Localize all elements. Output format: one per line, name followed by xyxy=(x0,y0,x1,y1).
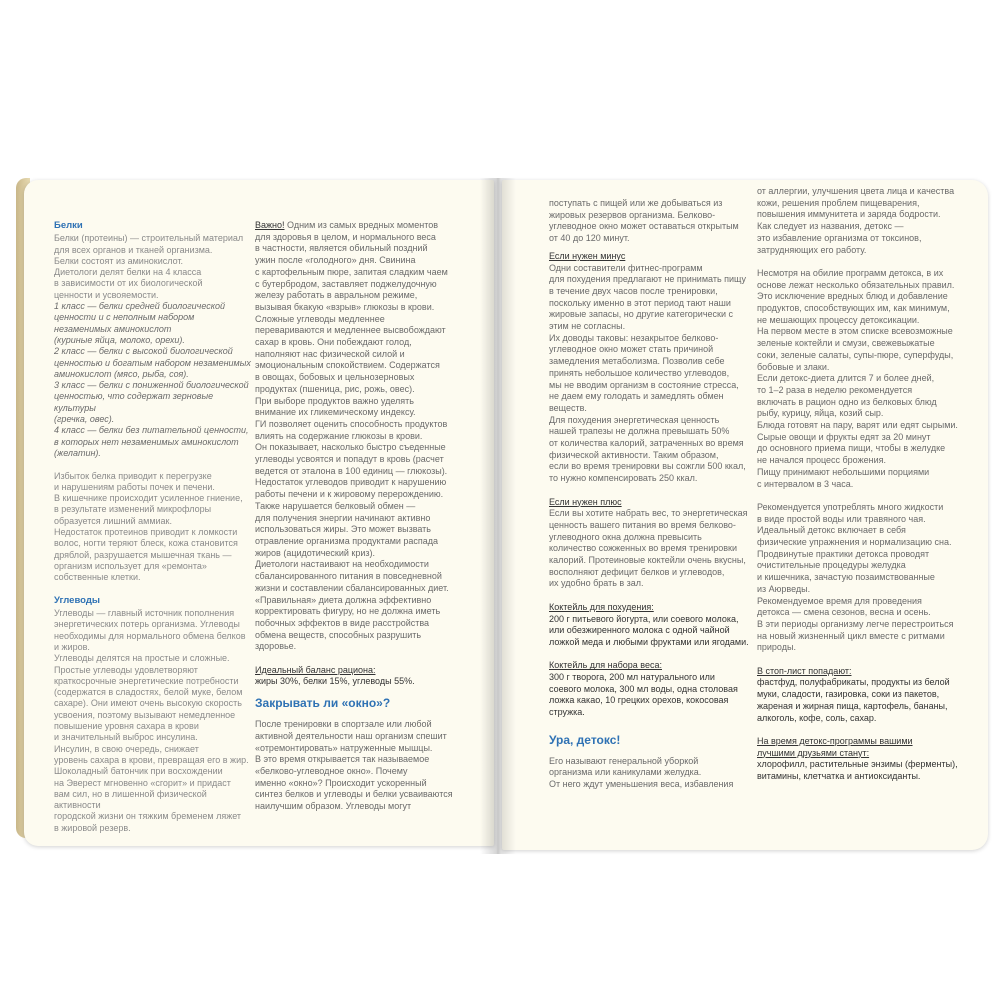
text-line: организм использует для «ремонта» xyxy=(54,560,207,571)
text-line: не даем ему голодать и замедлять обмен xyxy=(549,391,724,402)
text-line: на Эверест мгновенно «сгорит» и придаст xyxy=(54,777,231,788)
text-line: и нарушениям работы почек и печени. xyxy=(54,481,215,492)
text-line: энергетических потерь организма. Углеводы xyxy=(54,619,240,630)
text-line: до основного приема пищи, чтобы в желудке xyxy=(757,443,946,454)
text-line: Шоколадный батончик при восхождении xyxy=(54,766,223,777)
text-line: поскольку именно в этот период тают наши xyxy=(549,297,731,308)
right-column-1 xyxy=(549,198,749,791)
text-line: отравление организма продуктами распада xyxy=(255,535,439,546)
text-line: В кишечнике происходит усиленное гниение, xyxy=(54,493,243,504)
detox-liquid-paragraph xyxy=(757,502,967,654)
stoplist-paragraph xyxy=(757,677,967,724)
text-line: При выборе продуктов важно уделять xyxy=(255,395,414,406)
text-line: На первом месте в этом списке всевозможные xyxy=(757,326,953,337)
text-line: Если вы хотите набрать вес, то энергетическая xyxy=(549,508,748,519)
text-line: Диетологи настаивают на необходимости xyxy=(255,559,429,570)
text-line: кожи, решения проблем пищеварения, xyxy=(757,197,920,208)
text-line: работы печени и к жировому перерождению. xyxy=(255,489,444,500)
text-line: ценностью, что содержат зерновые культуры xyxy=(54,391,214,413)
text-line: сахар в кровь. Они побеждают голод, xyxy=(255,337,412,348)
text-line: для всех органов и тканей организма. xyxy=(54,244,213,255)
text-line: (содержатся в сладостях, белой муке, белом xyxy=(54,687,243,698)
text-line: ценности и с неполным набором xyxy=(54,312,195,323)
text-line: от 40 до 120 минут. xyxy=(549,233,630,244)
text-line: алкоголь, кофе, соль, сахар. xyxy=(757,712,877,723)
detox-rules-paragraph xyxy=(757,268,967,490)
heading-detox: Ура, детокс! xyxy=(549,732,621,747)
text-line: Сложные углеводы медленнее xyxy=(255,313,385,324)
text-line: Как следует из названия, детокс — xyxy=(757,221,904,232)
text-line: не начался процесс брожения. xyxy=(757,455,886,466)
protein-classes-list xyxy=(54,301,254,459)
text-line: ложкой меда и любыми фруктами или ягодами. xyxy=(549,636,749,647)
text-line: повышение уровня сахара в крови xyxy=(54,721,199,732)
text-line: углеводного окна должна превысить xyxy=(549,531,702,542)
text-line: то нужно компенсировать 250 ккал. xyxy=(549,473,698,484)
text-line: сахаре). Они имеют очень высокую скорость xyxy=(54,698,242,709)
text-line: 200 г питьевого йогурта, или соевого молока, xyxy=(549,613,739,624)
text-line: витамины, клетчатка и антиоксиданты. xyxy=(757,771,921,782)
text-line: На время детокс-программы вашими xyxy=(757,735,913,746)
text-line: здоровье. xyxy=(255,641,297,652)
text-line: собственные клетки. xyxy=(54,572,141,583)
balance-text: жиры 30%, белки 15%, углеводы 55%. xyxy=(255,676,415,687)
text-line: очистительные процедуры желудка xyxy=(757,560,906,571)
heading-friends xyxy=(757,736,967,759)
text-line: ужин после «голодного» дня. Свинина xyxy=(255,255,416,266)
text-line: затрудняющих его работу. xyxy=(757,244,867,255)
text-line: детокса — смена сезонов, весна и осень. xyxy=(757,607,931,618)
text-line: из Аюрведы. xyxy=(757,583,811,594)
cocktail-loss-paragraph xyxy=(549,614,749,649)
text-line: природы. xyxy=(757,642,796,653)
text-line: от количества калорий, затраченных во время xyxy=(549,438,744,449)
text-line: включать в рацион одно из белковых блюд xyxy=(757,396,937,407)
text-line: наилучшим образом. Углеводы могут xyxy=(255,801,412,812)
left-column-2 xyxy=(255,220,467,813)
text-line: для здоровья в целом, и нормального веса xyxy=(255,231,436,242)
heading-plus: Если нужен плюс xyxy=(549,496,622,507)
text-line: ложка какао, 10 грецких орехов, кокосовая xyxy=(549,695,729,706)
important-first-line: Одним из самых вредных моментов xyxy=(284,220,439,230)
text-line: в овощах, бобовых и цельнозерновых xyxy=(255,372,415,383)
text-line: ГИ позволяет оценить способность продуктов xyxy=(255,418,448,429)
text-line: Углеводы делятся на простые и сложные. xyxy=(54,653,230,664)
text-line: «Правильная» диета должна эффективно xyxy=(255,594,432,605)
text-line: организма или каникулами желудка. xyxy=(549,767,702,778)
text-line: Диетологи делят белки на 4 класса xyxy=(54,267,202,278)
text-line: бобовые и злаки. xyxy=(757,361,830,372)
text-line: мы не вводим организм в состояние стресса, xyxy=(549,379,739,390)
text-line: дряблой, разрушается мышечная ткань — xyxy=(54,549,232,560)
text-line: ведется от эталона в 100 единиц — глюкозы). xyxy=(255,465,448,476)
text-line: Блюда готовят на пару, варят или едят сырыми. xyxy=(757,420,958,431)
text-line: использоваться жиры. Это может вызвать xyxy=(255,524,431,535)
text-line: Рекомендуемое время для проведения xyxy=(757,595,922,606)
friends-paragraph xyxy=(757,759,967,782)
text-line: 4 класс — белки без питательной ценности, xyxy=(54,425,249,436)
text-line: не мешающих процессу детоксикации. xyxy=(757,314,920,325)
text-line: Углеводы — главный источник пополнения xyxy=(54,608,235,619)
text-line: жареная и жирная пища, картофель, бананы, xyxy=(757,700,948,711)
text-line: с картофельным пюре, запитая сладким чаем xyxy=(255,266,448,277)
text-line: волос, ногти теряют блеск, кожа становится xyxy=(54,538,238,549)
text-line: фастфуд, полуфабрикаты, продукты из белой xyxy=(757,677,950,688)
text-line: хлорофилл, растительные энзимы (ферменты), xyxy=(757,759,958,770)
text-line: если во время тренировки вы сожгли 500 ккал, xyxy=(549,461,746,472)
text-line: Рекомендуется употреблять много жидкости xyxy=(757,501,944,512)
text-line: краткосрочные энергетические потребности xyxy=(54,675,239,686)
text-line: с интервалом в 3 часа. xyxy=(757,478,854,489)
text-line: принять небольшое количество углеводов, xyxy=(549,367,730,378)
heading-uglevody: Углеводы xyxy=(54,594,100,606)
text-line: Одни составители фитнес-программ xyxy=(549,262,703,273)
text-line: в зависимости от их биологической xyxy=(54,278,203,289)
text-line: в виде простой воды или травяного чая. xyxy=(757,513,926,524)
text-line: веществ. xyxy=(549,402,587,413)
text-line: восполняют дефицит белков и углеводов, xyxy=(549,566,725,577)
text-line: побочных эффектов в виде расстройства xyxy=(255,617,430,628)
heading-belki: Белки xyxy=(54,220,83,231)
text-line: сбалансированного питания в повседневной xyxy=(255,571,442,582)
text-line: количество сожженных во время тренировки xyxy=(549,543,738,554)
detox-continued-paragraph xyxy=(757,186,967,256)
text-line: В эти периоды организму легче перестроиться xyxy=(757,618,954,629)
text-line: калорий. Протеиновые коктейли очень вкусны, xyxy=(549,555,746,566)
text-line: Недостаток протеинов приводит к ломкости xyxy=(54,527,238,538)
text-line: (куриные яйца, молоко, орехи). xyxy=(54,334,185,345)
text-line: для похудения предлагают не принимать пищу xyxy=(549,274,747,285)
text-line: в результате изменений микрофлоры xyxy=(54,504,212,515)
text-line: основе лежат несколько обязательных правил. xyxy=(757,279,955,290)
text-line: Недостаток углеводов приводит к нарушению xyxy=(255,477,447,488)
text-line: Белки состоят из аминокислот. xyxy=(54,255,184,266)
text-line: «отремонтировать» натруженные мышцы. xyxy=(255,742,433,753)
text-line: от аллергии, улучшения цвета лица и качества xyxy=(757,186,955,196)
text-line: с бутербродом, заставляет поджелудочную xyxy=(255,278,437,289)
heading-stoplist: В стоп-лист попадают: xyxy=(757,665,852,676)
text-line: вызывая бкакую «взрыв» глюкозы в крови. xyxy=(255,301,435,312)
text-line: повышения иммунитета и заряда бодрости. xyxy=(757,209,941,220)
text-line: поступать с пищей или же добываться из xyxy=(549,198,723,208)
text-line: в частности, является обильный поздний xyxy=(255,243,428,254)
text-line: Избыток белка приводит к перегрузке xyxy=(54,470,212,481)
text-line: влиять на содержание глюкозы в крови. xyxy=(255,430,423,441)
text-line: физической активности. Таким образом, xyxy=(549,449,719,460)
text-line: для получения энергии начинают активно xyxy=(255,512,431,523)
heading-cocktail-loss: Коктейль для похудения: xyxy=(549,601,654,612)
text-line: в которых нет незаменимых аминокислот xyxy=(54,436,239,447)
important-paragraph xyxy=(255,232,467,653)
balance-heading: Идеальный баланс рациона: xyxy=(255,664,376,675)
text-line: муки, сладости, газировка, соки из пакетов, xyxy=(757,689,940,700)
text-line: ценностью и богатым набором незаменимых xyxy=(54,357,251,368)
text-line: именно «окно»? Происходит ускоренный xyxy=(255,777,427,788)
text-line: корректировать фигуру, но не должна иметь xyxy=(255,606,441,617)
text-line: синтез белков и углеводы и белки усваиваются xyxy=(255,789,453,800)
text-line: железу работать в авральном режиме, xyxy=(255,290,418,301)
text-line: в жировой резерв. xyxy=(54,822,131,833)
detox-intro-paragraph xyxy=(549,756,749,791)
text-line: ценность вашего питания во время белково- xyxy=(549,519,736,530)
plus-paragraph xyxy=(549,508,749,590)
text-line: 1 класс — белки средней биологической xyxy=(54,301,226,312)
text-line: уровень сахара в крови, превращая его в жир. xyxy=(54,754,249,765)
text-line: Простые углеводы удовлетворяют xyxy=(54,664,198,675)
text-line: нашей трапезы не должна превышать 50% xyxy=(549,426,730,437)
text-line: аминокислот (мясо, рыба, соя). xyxy=(54,368,189,379)
text-line: физические упражнения и нормализацию сна. xyxy=(757,537,952,548)
belki-paragraph xyxy=(54,233,254,301)
text-line: Также нарушается белковый обмен — xyxy=(255,500,416,511)
text-line: незаменимых аминокислот xyxy=(54,323,172,334)
window-paragraph xyxy=(255,719,467,813)
text-line: жировые запасы, но другие категорически с xyxy=(549,309,733,320)
text-line: на новый жизненный цикл вместе с ритмами xyxy=(757,630,945,641)
text-line: После тренировки в спортзале или любой xyxy=(255,719,432,730)
text-line: 3 класс — белки с пониженной биологической xyxy=(54,380,249,391)
text-line: Несмотря на обилие программ детокса, в их xyxy=(757,267,944,278)
text-line: От него ждут уменьшения веса, избавления xyxy=(549,778,734,789)
window-continued-paragraph xyxy=(549,198,749,245)
text-line: и жиров. xyxy=(54,641,90,652)
text-line: городской жизни он тяжким бременем ляжет xyxy=(54,811,242,822)
text-line: усвоения, поэтому вызывают немедленное xyxy=(54,709,236,720)
text-line: вам сил, но в лишенной физической активности xyxy=(54,788,207,811)
text-line: Это исключение вредных блюд и добавление xyxy=(757,291,948,302)
text-line: жизни и составлении сбалансированных диет. xyxy=(255,582,449,593)
text-line: Сырые овощи и фрукты едят за 20 минут xyxy=(757,431,931,442)
text-line: 2 класс — белки с высокой биологической xyxy=(54,346,233,357)
cocktail-gain-paragraph xyxy=(549,672,749,719)
text-line: в течение двух часов после тренировки, xyxy=(549,285,718,296)
text-line: соевого молока, 300 мл воды, одна столовая xyxy=(549,683,738,694)
text-line: эмоциональным спокойствием. Содержатся xyxy=(255,360,440,371)
text-line: необходимы для нормального обмена белков xyxy=(54,630,246,641)
text-line: лучшими друзьями станут: xyxy=(757,747,870,758)
text-line: Инсулин, в свою очередь, снижает xyxy=(54,743,199,754)
text-line: В это время открывается так называемое xyxy=(255,754,430,765)
text-line: стружка. xyxy=(549,707,585,718)
text-line: углеводы усвоятся и попадут в кровь (расчет xyxy=(255,454,444,465)
right-column-2 xyxy=(757,186,967,783)
text-line: это избавление организма от токсинов, xyxy=(757,232,922,243)
text-line: продуктов, способствующих им, как минимум, xyxy=(757,303,950,314)
text-line: образуется лишний аммиак. xyxy=(54,515,172,526)
text-line: наполняют нас физической силой и xyxy=(255,348,405,359)
left-column-1 xyxy=(54,220,254,834)
text-line: ценности и усвояемости. xyxy=(54,289,159,300)
text-line: замедления метаболизма. Позволив себе xyxy=(549,356,725,367)
text-line: Белки (протеины) — строительный материал xyxy=(54,233,244,244)
text-line: «белково-углеводное окно». Почему xyxy=(255,765,408,776)
heading-minus: Если нужен минус xyxy=(549,250,626,261)
text-line: 300 г творога, 200 мл натурального или xyxy=(549,672,715,683)
uglevody-paragraph xyxy=(54,608,254,834)
text-line: этим не согласны. xyxy=(549,321,626,332)
text-line: внимание их гликемическому индексу. xyxy=(255,407,416,418)
important-label: Важно! xyxy=(255,220,285,230)
text-line: обмена веществ, способных разрушить xyxy=(255,629,422,640)
text-line: перевариваются и медленнее высвобождают xyxy=(255,325,446,336)
text-line: Продвинутые практики детокса проводят xyxy=(757,548,930,559)
protein-excess-paragraph xyxy=(54,471,254,584)
text-line: Идеальный детокс включает в себя xyxy=(757,525,906,536)
text-line: (гречка, овес). xyxy=(54,414,115,425)
text-line: Их доводы таковы: незакрытое белково- xyxy=(549,332,719,343)
text-line: рыбу, курицу, яйца, козий сыр. xyxy=(757,408,884,419)
text-line: Его называют генеральной уборкой xyxy=(549,755,699,766)
text-line: углеводное окно может стать причиной xyxy=(549,344,714,355)
text-line: продуктах (пшеница, рис, рожь, овес). xyxy=(255,383,415,394)
text-line: жировых резервов организма. Белково- xyxy=(549,209,716,220)
text-line: Пищу принимают небольшими порциями xyxy=(757,466,930,477)
text-line: Он показывает, насколько быстро съеденные xyxy=(255,442,446,453)
text-line: Для похудения энергетическая ценность xyxy=(549,414,720,425)
text-line: и значительный выброс инсулина. xyxy=(54,732,198,743)
heading-window: Закрывать ли «окно»? xyxy=(255,696,391,711)
book-gutter xyxy=(480,178,516,854)
text-line: активной деятельности наш организм спешит xyxy=(255,730,447,741)
heading-cocktail-gain: Коктейль для набора веса: xyxy=(549,660,662,671)
text-line: соки, зеленые салаты, супы-пюре, суперфуды, xyxy=(757,349,954,360)
text-line: и кишечника, зачастую позаимствованные xyxy=(757,572,935,583)
text-line: зеленые коктейли и смузи, свежевыжатые xyxy=(757,338,935,349)
text-line: то 1–2 раза в неделю рекомендуется xyxy=(757,384,913,395)
text-line: углеводное окно может оставаться открытым xyxy=(549,221,739,232)
text-line: Если детокс-диета длится 7 и более дней, xyxy=(757,373,935,384)
text-line: жиров (ацидотический криз). xyxy=(255,547,376,558)
text-line: или обезжиренного молока с одной чайной xyxy=(549,625,730,636)
text-line: их удобно брать в зал. xyxy=(549,578,644,589)
minus-paragraph xyxy=(549,263,749,485)
text-line: (желатин). xyxy=(54,447,101,458)
